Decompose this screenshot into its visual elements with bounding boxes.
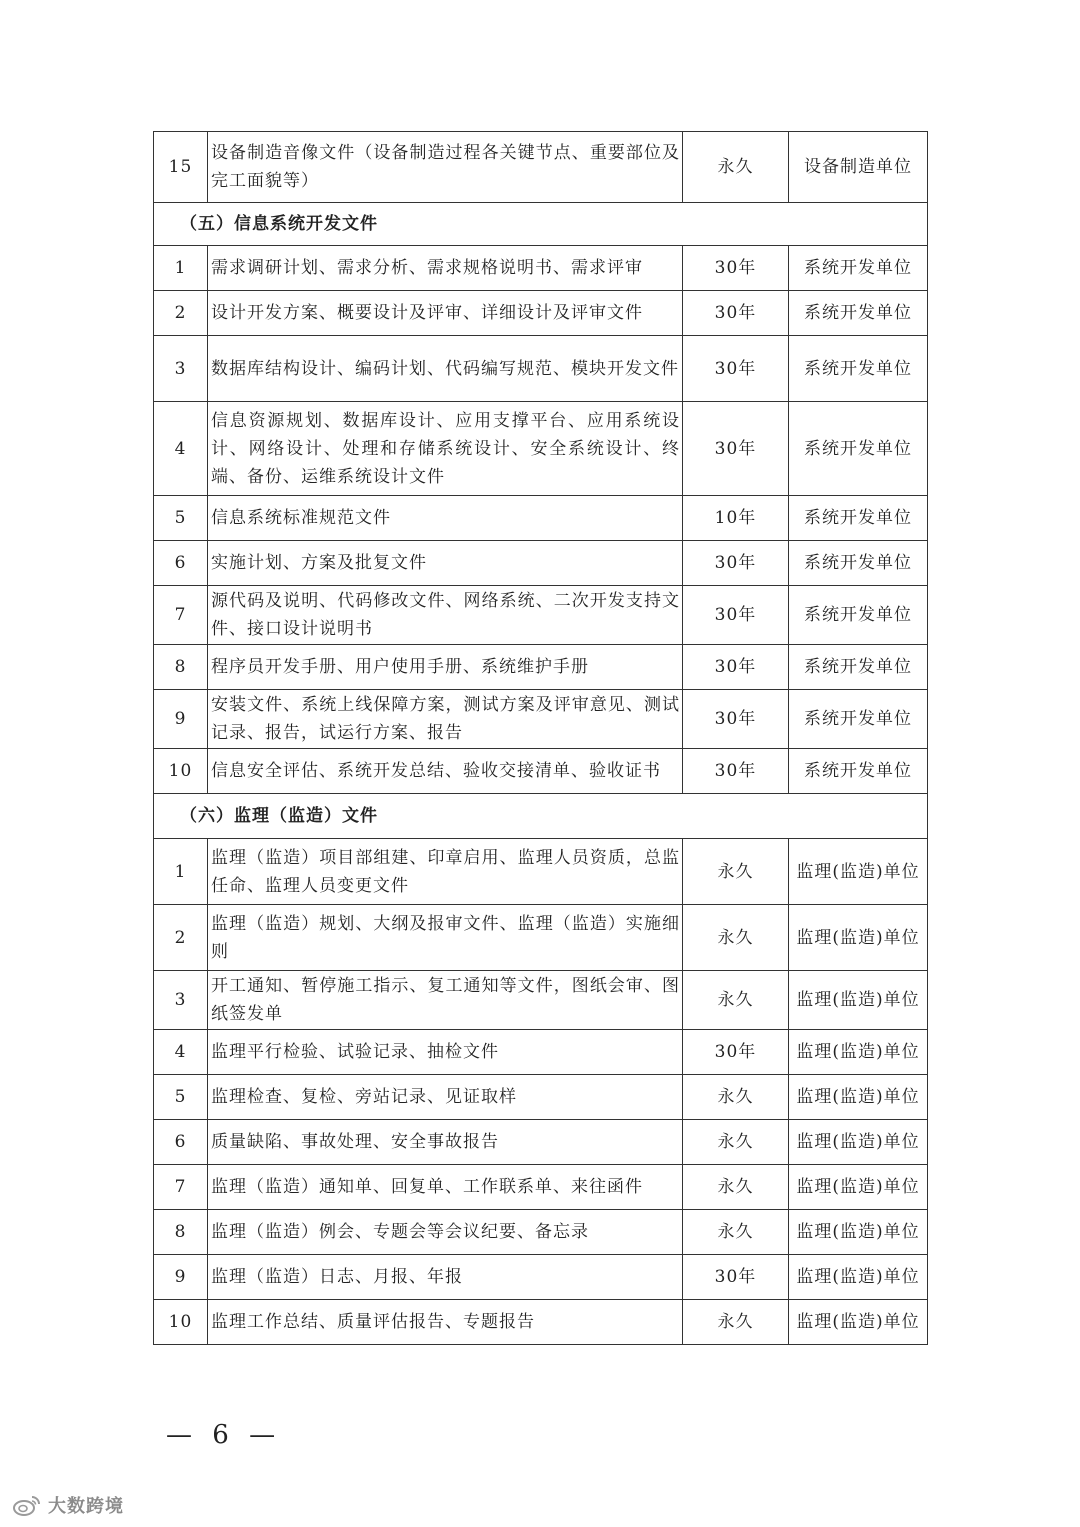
- file-content: 数据库结构设计、编码计划、代码编写规范、模块开发文件: [208, 336, 683, 402]
- row-number: 1: [154, 246, 208, 291]
- retention-period: 30年: [683, 246, 789, 291]
- responsible-unit: 监理(监造)单位: [789, 1300, 928, 1345]
- responsible-unit: 系统开发单位: [789, 336, 928, 402]
- file-content: 设计开发方案、概要设计及评审、详细设计及评审文件: [208, 291, 683, 336]
- file-content: 质量缺陷、事故处理、安全事故报告: [208, 1120, 683, 1165]
- file-content: 设备制造音像文件（设备制造过程各关键节点、重要部位及完工面貌等）: [208, 132, 683, 203]
- table-row: [154, 496, 928, 541]
- file-content: 监理检查、复检、旁站记录、见证取样: [208, 1075, 683, 1120]
- retention-period: 永久: [683, 1075, 789, 1120]
- responsible-unit: 系统开发单位: [789, 402, 928, 496]
- file-content: 源代码及说明、代码修改文件、网络系统、二次开发支持文件、接口设计说明书: [208, 586, 683, 645]
- table-row: [154, 645, 928, 690]
- row-number: 8: [154, 645, 208, 690]
- archive-retention-table: [153, 131, 928, 1345]
- file-content: 监理（监造）日志、月报、年报: [208, 1255, 683, 1300]
- row-number: 5: [154, 496, 208, 541]
- row-number: 9: [154, 1255, 208, 1300]
- table-row: [154, 1165, 928, 1210]
- retention-period: 永久: [683, 1210, 789, 1255]
- file-content: 安装文件、系统上线保障方案，测试方案及评审意见、测试记录、报告，试运行方案、报告: [208, 690, 683, 749]
- file-content: 监理（监造）例会、专题会等会议纪要、备忘录: [208, 1210, 683, 1255]
- file-content: 程序员开发手册、用户使用手册、系统维护手册: [208, 645, 683, 690]
- retention-period: 10年: [683, 496, 789, 541]
- responsible-unit: 监理(监造)单位: [789, 1030, 928, 1075]
- row-number: 3: [154, 336, 208, 402]
- retention-period: 30年: [683, 402, 789, 496]
- responsible-unit: 监理(监造)单位: [789, 839, 928, 905]
- responsible-unit: 监理(监造)单位: [789, 971, 928, 1030]
- file-content: 开工通知、暂停施工指示、复工通知等文件，图纸会审、图纸签发单: [208, 971, 683, 1030]
- section-title: （五）信息系统开发文件: [154, 203, 928, 246]
- row-number: 5: [154, 1075, 208, 1120]
- page-number: — 6 —: [166, 1420, 282, 1450]
- file-content: 监理（监造）规划、大纲及报审文件、监理（监造）实施细则: [208, 905, 683, 971]
- responsible-unit: 设备制造单位: [789, 132, 928, 203]
- file-content: 监理工作总结、质量评估报告、专题报告: [208, 1300, 683, 1345]
- row-number: 6: [154, 1120, 208, 1165]
- table-row: [154, 749, 928, 794]
- section-header-row: [154, 794, 928, 839]
- retention-period: 永久: [683, 905, 789, 971]
- table-row: [154, 1210, 928, 1255]
- row-number: 10: [154, 749, 208, 794]
- retention-period: 30年: [683, 586, 789, 645]
- file-content: 监理平行检验、试验记录、抽检文件: [208, 1030, 683, 1075]
- responsible-unit: 系统开发单位: [789, 541, 928, 586]
- row-number: 10: [154, 1300, 208, 1345]
- file-content: 信息安全评估、系统开发总结、验收交接清单、验收证书: [208, 749, 683, 794]
- row-number: 7: [154, 1165, 208, 1210]
- table-row: [154, 690, 928, 749]
- table-row: [154, 905, 928, 971]
- responsible-unit: 系统开发单位: [789, 749, 928, 794]
- row-number: 15: [154, 132, 208, 203]
- retention-period: 30年: [683, 291, 789, 336]
- section-header-row: [154, 203, 928, 246]
- retention-period: 永久: [683, 971, 789, 1030]
- file-content: 实施计划、方案及批复文件: [208, 541, 683, 586]
- retention-period: 永久: [683, 132, 789, 203]
- table-row: [154, 336, 928, 402]
- responsible-unit: 系统开发单位: [789, 645, 928, 690]
- table-row: [154, 1255, 928, 1300]
- watermark: [12, 1490, 124, 1520]
- table-row: [154, 541, 928, 586]
- responsible-unit: 系统开发单位: [789, 690, 928, 749]
- file-content: 信息资源规划、数据库设计、应用支撑平台、应用系统设计、网络设计、处理和存储系统设计、安全系统设计、终端、备份、运维系统设计文件: [208, 402, 683, 496]
- table-row: [154, 1300, 928, 1345]
- table-row: [154, 1120, 928, 1165]
- table-row: [154, 132, 928, 203]
- responsible-unit: 系统开发单位: [789, 586, 928, 645]
- responsible-unit: 系统开发单位: [789, 291, 928, 336]
- row-number: 2: [154, 291, 208, 336]
- table-row: [154, 1075, 928, 1120]
- table-row: [154, 291, 928, 336]
- responsible-unit: 监理(监造)单位: [789, 1120, 928, 1165]
- retention-period: 永久: [683, 1120, 789, 1165]
- weibo-logo-icon: [12, 1493, 42, 1517]
- responsible-unit: 监理(监造)单位: [789, 1255, 928, 1300]
- table-row: [154, 586, 928, 645]
- section-title: （六）监理（监造）文件: [154, 794, 928, 839]
- file-content: 监理（监造）项目部组建、印章启用、监理人员资质，总监任命、监理人员变更文件: [208, 839, 683, 905]
- retention-period: 永久: [683, 1165, 789, 1210]
- responsible-unit: 监理(监造)单位: [789, 905, 928, 971]
- row-number: 7: [154, 586, 208, 645]
- responsible-unit: 监理(监造)单位: [789, 1075, 928, 1120]
- table-row: [154, 1030, 928, 1075]
- retention-period: 30年: [683, 1030, 789, 1075]
- row-number: 8: [154, 1210, 208, 1255]
- file-content: 监理（监造）通知单、回复单、工作联系单、来往函件: [208, 1165, 683, 1210]
- table-body: [154, 132, 928, 1345]
- responsible-unit: 监理(监造)单位: [789, 1210, 928, 1255]
- retention-period: 永久: [683, 839, 789, 905]
- responsible-unit: 系统开发单位: [789, 246, 928, 291]
- table-row: [154, 971, 928, 1030]
- retention-period: 30年: [683, 336, 789, 402]
- retention-period: 30年: [683, 645, 789, 690]
- row-number: 3: [154, 971, 208, 1030]
- retention-period: 30年: [683, 749, 789, 794]
- retention-period: 永久: [683, 1300, 789, 1345]
- row-number: 2: [154, 905, 208, 971]
- row-number: 6: [154, 541, 208, 586]
- row-number: 9: [154, 690, 208, 749]
- row-number: 4: [154, 1030, 208, 1075]
- row-number: 1: [154, 839, 208, 905]
- responsible-unit: 系统开发单位: [789, 496, 928, 541]
- retention-period: 30年: [683, 1255, 789, 1300]
- file-content: 信息系统标准规范文件: [208, 496, 683, 541]
- watermark-text: 大数跨境: [48, 1496, 124, 1517]
- retention-period: 30年: [683, 541, 789, 586]
- table-row: [154, 402, 928, 496]
- table-row: [154, 839, 928, 905]
- retention-period: 30年: [683, 690, 789, 749]
- row-number: 4: [154, 402, 208, 496]
- table-row: [154, 246, 928, 291]
- responsible-unit: 监理(监造)单位: [789, 1165, 928, 1210]
- file-content: 需求调研计划、需求分析、需求规格说明书、需求评审: [208, 246, 683, 291]
